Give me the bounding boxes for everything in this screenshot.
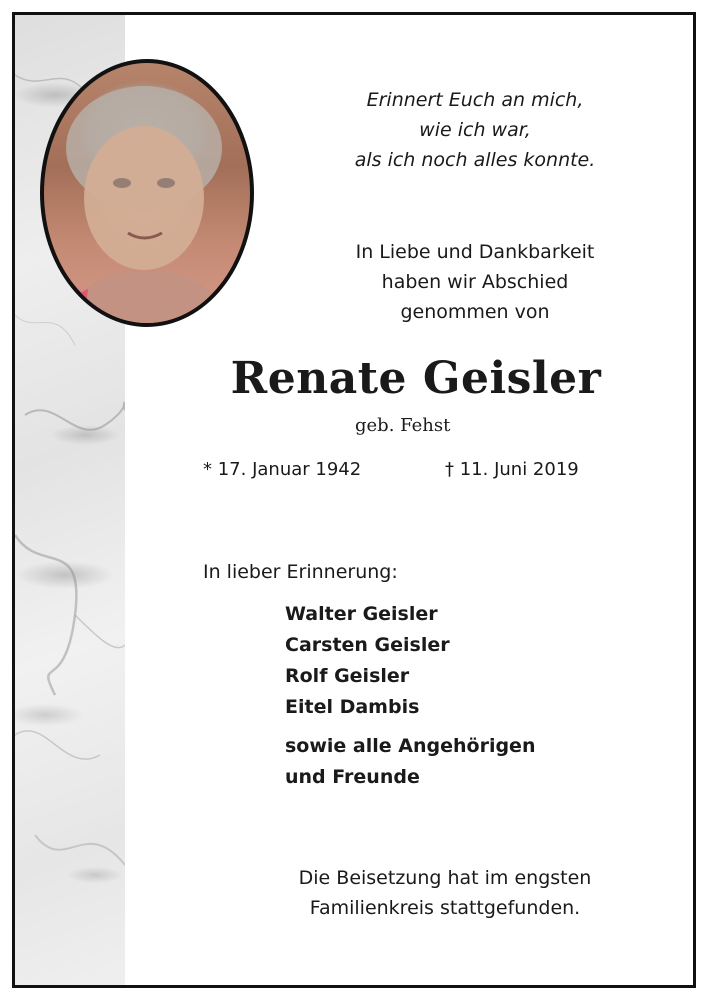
- motto-line: Erinnert Euch an mich,: [366, 89, 584, 111]
- obituary-card: [12, 12, 696, 988]
- motto-line: als ich noch alles konnte.: [354, 149, 596, 171]
- relatives-line: sowie alle Angehörigen: [285, 735, 536, 757]
- mourners-label: In lieber Erinnerung:: [203, 561, 398, 583]
- relatives-line: und Freunde: [285, 766, 420, 788]
- death-date: † 11. Juni 2019: [445, 459, 579, 480]
- deceased-name: Renate Geisler: [230, 353, 602, 404]
- motto-line: wie ich war,: [419, 119, 531, 141]
- portrait-photo: [40, 59, 254, 327]
- maiden-name: geb. Fehst: [355, 415, 451, 436]
- mourner-name: Eitel Dambis: [285, 696, 420, 718]
- burial-note-line: Familienkreis stattgefunden.: [309, 897, 581, 919]
- birth-date: * 17. Januar 1942: [203, 459, 362, 480]
- burial-note-line: Die Beisetzung hat im engsten: [298, 867, 592, 889]
- portrait-figure: [44, 63, 250, 323]
- intro-line: In Liebe und Dankbarkeit: [355, 241, 595, 263]
- intro-line: haben wir Abschied: [381, 271, 569, 293]
- mourner-name: Walter Geisler: [285, 603, 438, 625]
- mourner-name: Carsten Geisler: [285, 634, 450, 656]
- mourner-name: Rolf Geisler: [285, 665, 410, 687]
- intro-line: genommen von: [400, 301, 550, 323]
